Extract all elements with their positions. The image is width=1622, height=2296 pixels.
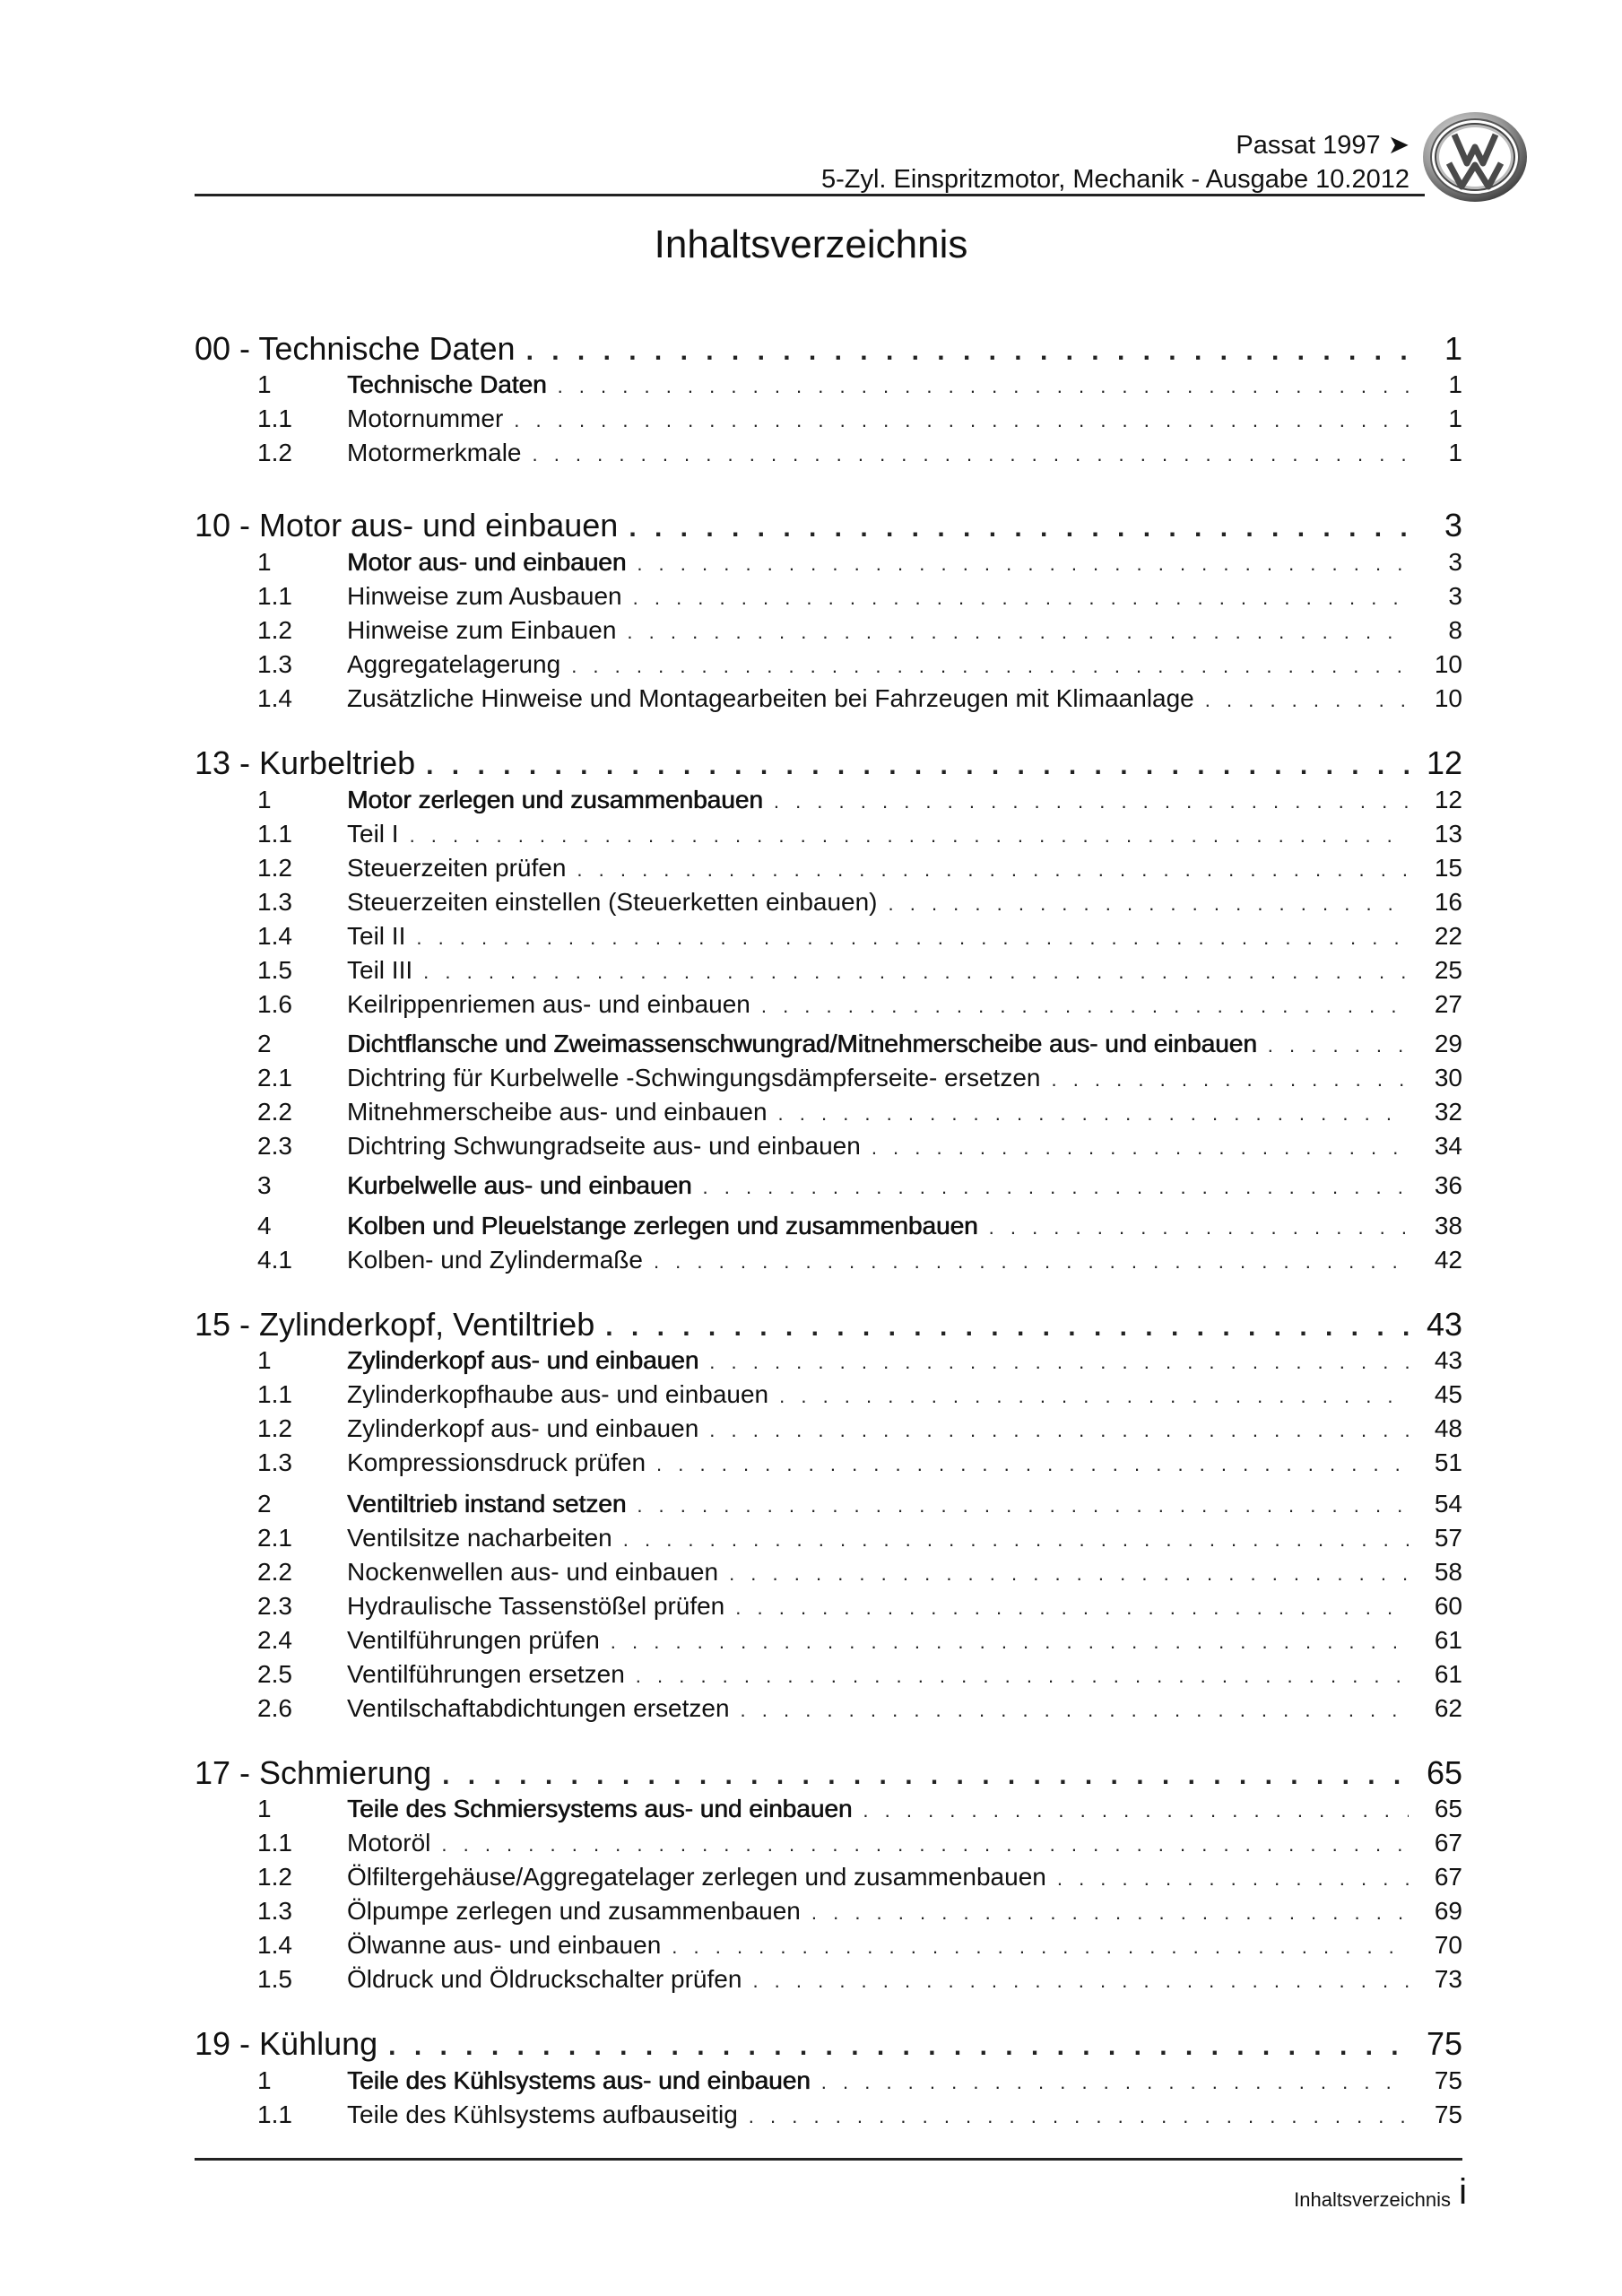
toc-subsection-entry[interactable] <box>195 1660 1462 1689</box>
footer-label: Inhaltsverzeichnis <box>1294 2188 1451 2211</box>
toc-subsection-entry[interactable] <box>195 1524 1462 1552</box>
toc-dot-leader <box>616 621 1409 644</box>
toc-entry-label: Teil II <box>347 922 406 950</box>
toc-entry-number: 1 <box>257 2066 272 2094</box>
toc-entry-page: 43 <box>1434 1346 1462 1374</box>
toc-entry-page: 25 <box>1434 956 1462 984</box>
toc-entry-label: Keilrippenriemen aus- und einbauen <box>347 990 750 1018</box>
toc-dot-leader <box>625 1665 1409 1688</box>
toc-entry-number: 1.2 <box>257 616 292 644</box>
toc-entry-number: 1.2 <box>257 1414 292 1442</box>
toc-subsection-entry[interactable] <box>195 990 1462 1019</box>
toc-entry-page: 3 <box>1448 548 1462 576</box>
toc-entry-label: Dichtring für Kurbelwelle -Schwingungsdämpferseite- ersetzen <box>347 1064 1041 1091</box>
header-model: Passat 1997 ➤ <box>1236 131 1409 160</box>
toc-subsection-entry[interactable] <box>195 1626 1462 1655</box>
toc-dot-leader <box>661 1935 1409 1959</box>
toc-entry-label: Zylinderkopf aus- und einbauen <box>347 1414 699 1442</box>
toc-entry-label: Motoröl <box>347 1829 431 1857</box>
toc-subsection-entry[interactable] <box>195 439 1462 467</box>
vw-logo-icon <box>1420 109 1530 204</box>
toc-subsection-entry[interactable] <box>195 582 1462 611</box>
toc-dot-leader <box>405 926 1409 950</box>
toc-entry-label: Motornummer <box>347 404 504 432</box>
toc-entry-page: 36 <box>1434 1171 1462 1199</box>
toc-entry-number: 1 <box>257 370 272 398</box>
toc-entry-label: 15 - Zylinderkopf, Ventiltrieb <box>195 1306 595 1343</box>
toc-entry-page: 58 <box>1434 1558 1462 1586</box>
toc-chapter-entry[interactable] <box>195 1754 1462 1792</box>
toc-entry-label: Kompressionsdruck prüfen <box>347 1448 646 1476</box>
toc-section-entry[interactable] <box>195 2066 1462 2095</box>
toc-entry-number: 2.6 <box>257 1694 292 1722</box>
toc-dot-leader <box>768 1102 1409 1126</box>
toc-section-entry[interactable] <box>195 1490 1462 1518</box>
toc-entry-number: 3 <box>257 1171 272 1199</box>
toc-subsection-entry[interactable] <box>195 616 1462 645</box>
toc-entry-page: 61 <box>1434 1660 1462 1688</box>
toc-chapter-entry[interactable] <box>195 1306 1462 1344</box>
toc-dot-leader <box>503 409 1409 432</box>
toc-chapter-entry[interactable] <box>195 330 1462 368</box>
header-rule <box>195 194 1425 196</box>
toc-entry-label: Ventiltrieb instand setzen <box>347 1490 627 1518</box>
toc-entry-number: 1.2 <box>257 854 292 882</box>
toc-entry-label: Teile des Kühlsystems aus- und einbauen <box>347 2066 811 2094</box>
toc-subsection-entry[interactable] <box>195 1863 1462 1892</box>
toc-entry-label: Teil I <box>347 820 399 848</box>
toc-entry-page: 1 <box>1448 370 1462 398</box>
toc-entry-label: Steuerzeiten einstellen (Steuerketten einbauen) <box>347 888 878 916</box>
toc-entry-number: 1.1 <box>257 1380 292 1408</box>
toc-entry-page: 30 <box>1434 1064 1462 1091</box>
toc-subsection-entry[interactable] <box>195 650 1462 679</box>
toc-dot-leader <box>618 513 1409 544</box>
toc-chapter-entry[interactable] <box>195 2025 1462 2063</box>
toc-entry-number: 1.4 <box>257 1931 292 1959</box>
toc-entry-page: 54 <box>1434 1490 1462 1518</box>
toc-dot-leader <box>1257 1034 1409 1057</box>
toc-subsection-entry[interactable] <box>195 1132 1462 1161</box>
toc-dot-leader <box>801 1901 1409 1925</box>
toc-entry-number: 1.4 <box>257 684 292 712</box>
toc-dot-leader <box>646 1453 1409 1476</box>
toc-entry-label: Zusätzliche Hinweise und Montagearbeiten bei Fahrzeugen mit Klimaanlage <box>347 684 1194 712</box>
toc-entry-label: Aggregatelagerung <box>347 650 561 678</box>
toc-subsection-entry[interactable] <box>195 1829 1462 1857</box>
toc-dot-leader <box>852 1799 1409 1822</box>
toc-entry-number: 1 <box>257 548 272 576</box>
toc-subsection-entry[interactable] <box>195 2100 1462 2129</box>
toc-entry-label: Ölfiltergehäuse/Aggregatelager zerlegen und zusammenbauen <box>347 1863 1046 1891</box>
toc-section-entry[interactable] <box>195 1171 1462 1200</box>
toc-dot-leader <box>626 1494 1409 1518</box>
toc-entry-number: 1.3 <box>257 1448 292 1476</box>
toc-subsection-entry[interactable] <box>195 1064 1462 1092</box>
toc-entry-label: Mitnehmerscheibe aus- und einbauen <box>347 1098 768 1126</box>
toc-entry-page: 10 <box>1434 684 1462 712</box>
toc-entry-number: 1.5 <box>257 1965 292 1993</box>
toc-entry-number: 4 <box>257 1212 272 1239</box>
toc-dot-leader <box>560 655 1409 678</box>
toc-dot-leader <box>1046 1867 1409 1891</box>
toc-dot-leader <box>612 1528 1409 1552</box>
toc-dot-leader <box>377 2031 1409 2062</box>
toc-entry-page: 27 <box>1434 990 1462 1018</box>
toc-dot-leader <box>718 1562 1409 1586</box>
toc-subsection-entry[interactable] <box>195 1965 1462 1994</box>
toc-entry-label: Kolben- und Zylindermaße <box>347 1246 643 1274</box>
toc-dot-leader <box>811 2071 1409 2094</box>
toc-dot-leader <box>594 1312 1409 1343</box>
toc-entry-page: 16 <box>1434 888 1462 916</box>
toc-entry-page: 61 <box>1434 1626 1462 1654</box>
toc-subsection-entry[interactable] <box>195 820 1462 848</box>
toc-entry-number: 2.3 <box>257 1132 292 1160</box>
toc-entry-page: 69 <box>1434 1897 1462 1925</box>
toc-dot-leader <box>547 375 1409 398</box>
toc-subsection-entry[interactable] <box>195 1694 1462 1723</box>
toc-dot-leader <box>399 824 1409 848</box>
toc-entry-label: Motor zerlegen und zusammenbauen <box>347 786 763 813</box>
toc-dot-leader <box>643 1250 1409 1274</box>
toc-subsection-entry[interactable] <box>195 1897 1462 1926</box>
toc-subsection-entry[interactable] <box>195 854 1462 883</box>
toc-dot-leader <box>600 1631 1409 1654</box>
toc-entry-page: 3 <box>1444 507 1462 544</box>
toc-entry-page: 48 <box>1434 1414 1462 1442</box>
toc-subsection-entry[interactable] <box>195 404 1462 433</box>
toc-dot-leader <box>626 552 1409 576</box>
toc-entry-label: Hinweise zum Ausbauen <box>347 582 622 610</box>
toc-entry-page: 51 <box>1434 1448 1462 1476</box>
page-title: Inhaltsverzeichnis <box>654 222 968 266</box>
toc-dot-leader <box>698 1419 1409 1442</box>
toc-entry-number: 1.5 <box>257 956 292 984</box>
toc-entry-label: Kolben und Pleuelstange zerlegen und zusammenbauen <box>347 1212 978 1239</box>
toc-subsection-entry[interactable] <box>195 1592 1462 1621</box>
toc-dot-leader <box>622 587 1409 610</box>
toc-dot-leader <box>566 858 1409 882</box>
toc-entry-label: 10 - Motor aus- und einbauen <box>195 507 619 544</box>
toc-entry-page: 43 <box>1426 1306 1462 1343</box>
toc-entry-number: 1.3 <box>257 650 292 678</box>
toc-entry-number: 2.1 <box>257 1524 292 1552</box>
toc-dot-leader <box>724 1596 1409 1620</box>
toc-dot-leader <box>730 1699 1409 1722</box>
toc-entry-number: 1.1 <box>257 820 292 848</box>
toc-entry-label: 13 - Kurbeltrieb <box>195 744 416 781</box>
toc-dot-leader <box>742 1970 1409 1993</box>
toc-entry-number: 2.2 <box>257 1558 292 1586</box>
toc-entry-page: 75 <box>1434 2100 1462 2128</box>
toc-subsection-entry[interactable] <box>195 1246 1462 1274</box>
toc-entry-page: 60 <box>1434 1592 1462 1620</box>
toc-entry-page: 32 <box>1434 1098 1462 1126</box>
toc-entry-page: 3 <box>1448 582 1462 610</box>
toc-entry-number: 1.1 <box>257 582 292 610</box>
toc-dot-leader <box>768 1385 1409 1408</box>
toc-chapter-entry[interactable] <box>195 744 1462 782</box>
toc-entry-label: Zylinderkopf aus- und einbauen <box>347 1346 699 1374</box>
toc-entry-label: Teil III <box>347 956 413 984</box>
toc-entry-page: 67 <box>1434 1829 1462 1857</box>
toc-entry-page: 1 <box>1448 439 1462 466</box>
toc-entry-number: 1.2 <box>257 439 292 466</box>
toc-subsection-entry[interactable] <box>195 1448 1462 1477</box>
toc-entry-label: Ventilsitze nacharbeiten <box>347 1524 612 1552</box>
toc-entry-label: Ventilführungen ersetzen <box>347 1660 625 1688</box>
toc-entry-page: 12 <box>1434 786 1462 813</box>
toc-entry-number: 2.4 <box>257 1626 292 1654</box>
toc-section-entry[interactable] <box>195 370 1462 399</box>
toc-section-entry[interactable] <box>195 548 1462 577</box>
toc-dot-leader <box>878 892 1409 916</box>
toc-entry-number: 1.6 <box>257 990 292 1018</box>
toc-entry-page: 75 <box>1426 2025 1462 2062</box>
toc-subsection-entry[interactable] <box>195 684 1462 713</box>
toc-entry-number: 1.2 <box>257 1863 292 1891</box>
toc-entry-page: 1 <box>1448 404 1462 432</box>
toc-entry-page: 8 <box>1448 616 1462 644</box>
toc-dot-leader <box>738 2105 1409 2128</box>
toc-entry-label: 17 - Schmierung <box>195 1754 432 1791</box>
toc-entry-label: Ölpumpe zerlegen und zusammenbauen <box>347 1897 801 1925</box>
toc-subsection-entry[interactable] <box>195 888 1462 917</box>
toc-entry-number: 2.1 <box>257 1064 292 1091</box>
footer-page-number: i <box>1459 2172 1467 2212</box>
toc-entry-page: 45 <box>1434 1380 1462 1408</box>
toc-entry-page: 13 <box>1434 820 1462 848</box>
toc-subsection-entry[interactable] <box>195 922 1462 951</box>
toc-entry-page: 34 <box>1434 1132 1462 1160</box>
toc-entry-page: 10 <box>1434 650 1462 678</box>
toc-entry-label: Teile des Schmiersystems aus- und einbauen <box>347 1795 853 1822</box>
toc-entry-number: 1.3 <box>257 888 292 916</box>
toc-subsection-entry[interactable] <box>195 1931 1462 1960</box>
toc-entry-label: 00 - Technische Daten <box>195 330 516 367</box>
toc-entry-number: 1.1 <box>257 2100 292 2128</box>
toc-entry-label: Motormerkmale <box>347 439 522 466</box>
toc-entry-label: Dichtflansche und Zweimassenschwungrad/Mitnehmerscheibe aus- und einbauen <box>347 1030 1257 1057</box>
toc-entry-number: 1.1 <box>257 1829 292 1857</box>
toc-entry-page: 38 <box>1434 1212 1462 1239</box>
toc-entry-label: Steuerzeiten prüfen <box>347 854 567 882</box>
footer-rule <box>195 2158 1462 2161</box>
toc-entry-label: Hinweise zum Einbauen <box>347 616 617 644</box>
toc-dot-leader <box>516 336 1409 367</box>
toc-entry-label: Öldruck und Öldruckschalter prüfen <box>347 1965 742 1993</box>
toc-section-entry[interactable] <box>195 1030 1462 1058</box>
toc-dot-leader <box>750 995 1409 1018</box>
toc-subsection-entry[interactable] <box>195 1414 1462 1443</box>
toc-entry-number: 2.3 <box>257 1592 292 1620</box>
toc-dot-leader <box>431 1761 1409 1791</box>
toc-chapter-entry[interactable] <box>195 507 1462 544</box>
toc-entry-page: 75 <box>1434 2066 1462 2094</box>
toc-entry-page: 67 <box>1434 1863 1462 1891</box>
toc-entry-label: Motor aus- und einbauen <box>347 548 627 576</box>
toc-entry-page: 73 <box>1434 1965 1462 1993</box>
toc-entry-label: Kurbelwelle aus- und einbauen <box>347 1171 692 1199</box>
toc-entry-label: Ventilführungen prüfen <box>347 1626 600 1654</box>
toc-entry-number: 1 <box>257 1346 272 1374</box>
toc-entry-page: 65 <box>1426 1754 1462 1791</box>
toc-entry-label: Dichtring Schwungradseite aus- und einbauen <box>347 1132 861 1160</box>
toc-dot-leader <box>521 443 1409 466</box>
toc-section-entry[interactable] <box>195 786 1462 814</box>
toc-entry-label: Zylinderkopfhaube aus- und einbauen <box>347 1380 769 1408</box>
toc-entry-number: 2 <box>257 1030 272 1057</box>
toc-section-entry[interactable] <box>195 1346 1462 1375</box>
toc-dot-leader <box>861 1136 1409 1160</box>
toc-entry-label: Ölwanne aus- und einbauen <box>347 1931 662 1959</box>
toc-entry-number: 2.2 <box>257 1098 292 1126</box>
toc-entry-label: Technische Daten <box>347 370 547 398</box>
toc-entry-page: 22 <box>1434 922 1462 950</box>
toc-entry-label: Hydraulische Tassenstößel prüfen <box>347 1592 725 1620</box>
toc-entry-number: 1.4 <box>257 922 292 950</box>
toc-entry-number: 1 <box>257 786 272 813</box>
toc-entry-page: 42 <box>1434 1246 1462 1274</box>
toc-dot-leader <box>698 1351 1409 1374</box>
toc-subsection-entry[interactable] <box>195 1380 1462 1409</box>
toc-subsection-entry[interactable] <box>195 956 1462 985</box>
toc-entry-label: 19 - Kühlung <box>195 2025 378 2062</box>
toc-entry-page: 70 <box>1434 1931 1462 1959</box>
toc-entry-page: 62 <box>1434 1694 1462 1722</box>
toc-dot-leader <box>692 1176 1409 1199</box>
toc-subsection-entry[interactable] <box>195 1098 1462 1126</box>
toc-subsection-entry[interactable] <box>195 1558 1462 1587</box>
toc-entry-number: 1.3 <box>257 1897 292 1925</box>
toc-entry-label: Ventilschaftabdichtungen ersetzen <box>347 1694 730 1722</box>
toc-entry-page: 1 <box>1444 330 1462 367</box>
toc-section-entry[interactable] <box>195 1795 1462 1823</box>
toc-section-entry[interactable] <box>195 1212 1462 1240</box>
toc-entry-number: 2 <box>257 1490 272 1518</box>
toc-entry-page: 29 <box>1434 1030 1462 1057</box>
toc-entry-page: 12 <box>1426 744 1462 781</box>
toc-entry-number: 2.5 <box>257 1660 292 1688</box>
toc-entry-number: 4.1 <box>257 1246 292 1274</box>
toc-dot-leader <box>1040 1068 1409 1091</box>
toc-entry-number: 1.1 <box>257 404 292 432</box>
toc-entry-number: 1 <box>257 1795 272 1822</box>
toc-dot-leader <box>415 751 1409 781</box>
toc-entry-page: 15 <box>1434 854 1462 882</box>
toc-dot-leader <box>978 1216 1409 1239</box>
toc-entry-page: 65 <box>1434 1795 1462 1822</box>
toc-entry-label: Nockenwellen aus- und einbauen <box>347 1558 719 1586</box>
toc-dot-leader <box>1194 689 1409 712</box>
toc-entry-label: Teile des Kühlsystems aufbauseitig <box>347 2100 738 2128</box>
toc-dot-leader <box>412 961 1409 984</box>
toc-dot-leader <box>763 790 1409 813</box>
toc-entry-page: 57 <box>1434 1524 1462 1552</box>
toc-dot-leader <box>430 1833 1409 1857</box>
header-subtitle: 5-Zyl. Einspritzmotor, Mechanik - Ausgabe 10.2012 <box>820 165 1409 194</box>
